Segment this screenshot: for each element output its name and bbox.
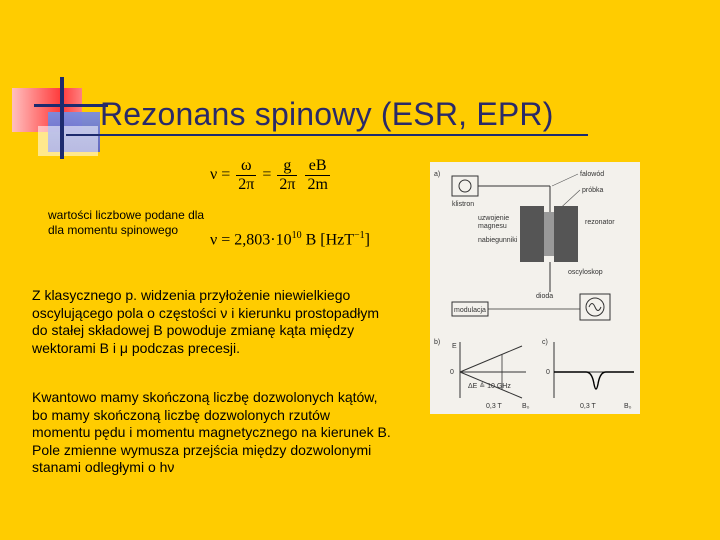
fraction-eb — [305, 157, 329, 194]
energy-level-up — [460, 346, 522, 372]
oscilloscope-trace — [589, 304, 601, 311]
formula-numeric-main: ν = 2,803·10 — [210, 231, 292, 249]
fig-uzwojenie: uzwojenie — [478, 215, 510, 222]
magnet-pole-left — [520, 206, 544, 262]
fig-zero-b: 0 — [450, 369, 454, 376]
fig-rezonator: rezonator — [585, 219, 615, 226]
formula-numeric — [210, 230, 370, 249]
fig-dioda: dioda — [536, 293, 554, 300]
fig-E: E — [452, 343, 457, 350]
fig-nabiegunniki: nabiegunniki — [478, 237, 518, 244]
fraction-g — [277, 157, 297, 194]
spin-moment-note: wartości liczbowe podane dla dla momentu spinowego — [48, 208, 205, 237]
formula-numeric-exp: 10 — [291, 230, 302, 241]
formula-numeric-tail: B [HzT — [301, 231, 355, 249]
decor-horizontal-line — [34, 104, 108, 107]
fig-deltaE: ΔE ≙ 10 GHz — [468, 383, 511, 390]
fraction-eb-num: eB — [305, 157, 329, 176]
fig-oscyloskop: oscyloskop — [568, 269, 603, 276]
fig-c-tick: 0,3 T — [580, 403, 596, 410]
decor-vertical-line — [60, 77, 64, 159]
fig-klistron: klistron — [452, 201, 475, 208]
fig-label-c: c) — [542, 339, 548, 346]
fig-b-tick: 0,3 T — [486, 403, 502, 410]
esr-apparatus-figure — [430, 162, 640, 414]
fraction-omega-num: ω — [236, 157, 256, 176]
formula-eq-1: = — [221, 166, 231, 184]
formula-nu: ν — [210, 166, 218, 184]
decor-white-block — [38, 126, 98, 156]
fig-magnes: magnesu — [478, 223, 507, 230]
klistron-box — [452, 176, 478, 196]
fraction-eb-den: 2m — [307, 176, 328, 193]
classical-paragraph: Z klasycznego p. widzenia przyłożenie niewielkiego oscylującego pola o częstości ν i kierunku prostopadłym do stałej składowej B powoduje zmianę kąta między wektorami B i μ podczas precesji. — [32, 287, 380, 356]
fraction-omega-den: 2π — [238, 176, 255, 193]
slide-title: Rezonans spinowy (ESR, EPR) — [100, 96, 554, 132]
klistron-icon — [459, 180, 471, 192]
falowod-pointer — [552, 174, 578, 186]
fig-falowod: falowód — [580, 171, 605, 178]
fig-probka: próbka — [582, 187, 604, 194]
formula-frequency — [210, 157, 332, 194]
formula-unit-exp: −1 — [354, 230, 365, 241]
fig-modulacja: modulacja — [454, 307, 486, 314]
fig-b0-b: B₀ — [624, 403, 632, 410]
esr-diagram — [430, 162, 640, 414]
fig-b0-a: B₀ — [522, 403, 530, 410]
title-underline — [66, 134, 588, 136]
magnet-pole-right — [554, 206, 578, 262]
fraction-omega — [236, 157, 256, 194]
fig-label-b: b) — [434, 339, 441, 346]
fraction-g-den: 2π — [279, 176, 296, 193]
formula-numeric-close: ] — [364, 231, 370, 249]
quantum-paragraph: Kwantowo mamy skończoną liczbę dozwolonych kątów, bo mamy skończoną liczbę dozwolonych rzutów momentu pędu i momentu magnetycznego na kierunek B. Pole zmienne wymusza przejścia między dozwolonymi stanami odległymi o hν — [32, 389, 391, 475]
formula-eq-2: = — [262, 166, 272, 184]
fig-label-a: a) — [434, 171, 441, 178]
fraction-g-num: g — [277, 157, 297, 176]
absorption-curve — [554, 372, 634, 389]
fig-zero-c: 0 — [546, 369, 550, 376]
resonator-box — [544, 212, 554, 256]
